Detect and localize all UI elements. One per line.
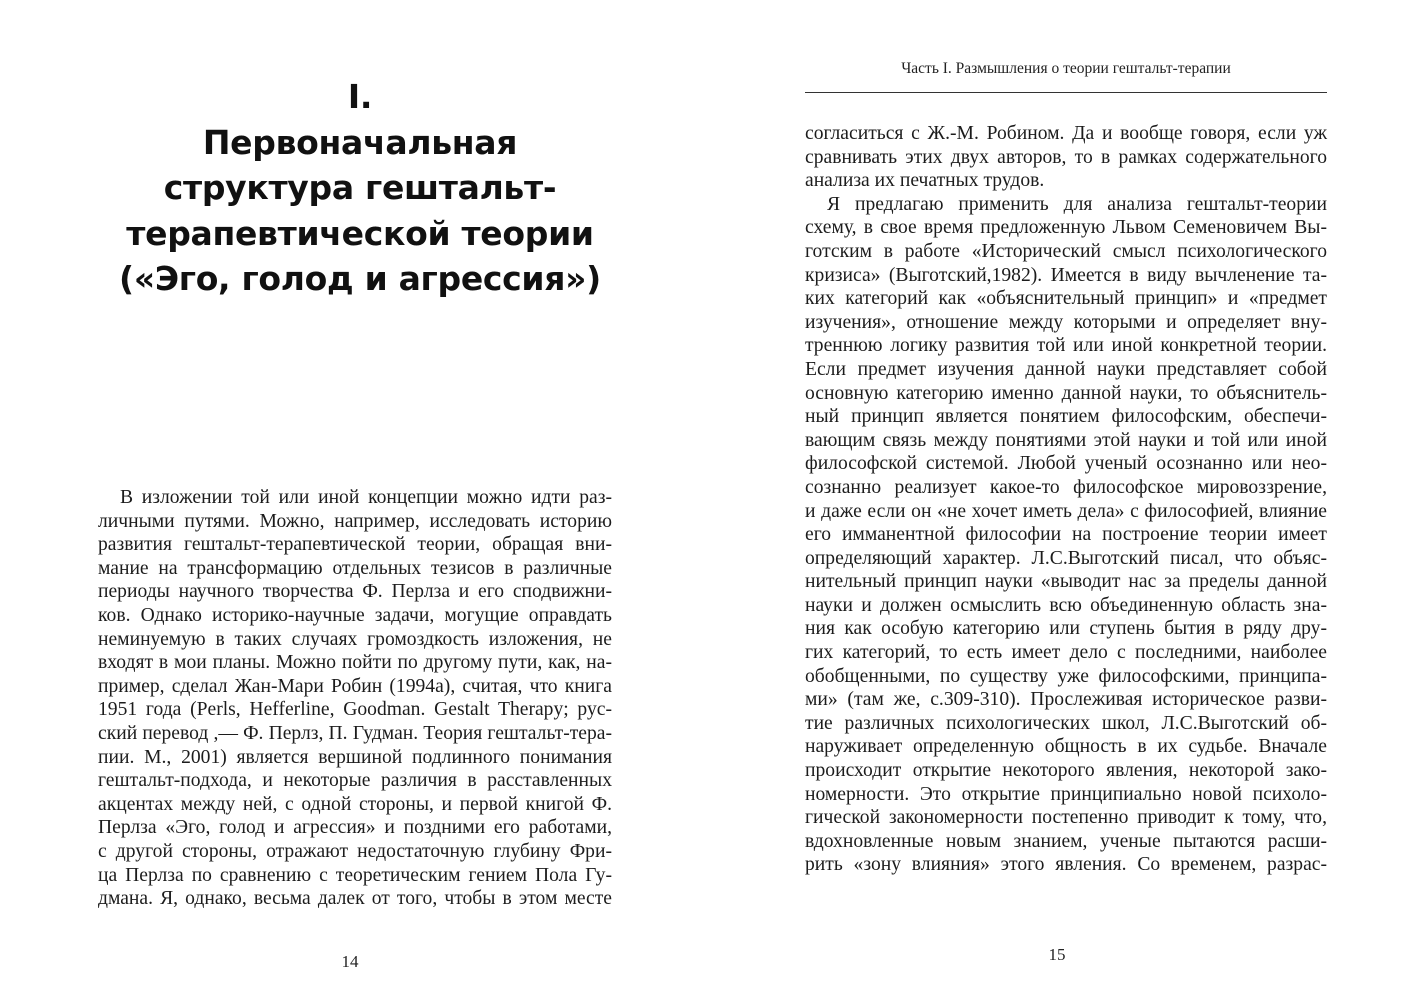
text-line: ния как особую категорию или ступень бытия в ряду дру- — [805, 618, 1327, 640]
chapter-title-line: Первоначальная — [202, 122, 518, 162]
text-line: сравнивать этих двух авторов, то в рамках содержательного — [805, 146, 1327, 168]
text-line: неминуемую в таких случаях громоздкость изложения, не — [98, 628, 612, 650]
text-line: Если предмет изучения данной науки представляет собой — [805, 358, 1327, 380]
text-line: ный принцип является понятием философским, обеспечи- — [805, 406, 1327, 428]
text-line: гической закономерности постепенно приводит к тому, что, — [805, 807, 1327, 829]
chapter-number: I. — [347, 77, 373, 116]
text-line: кризиса» (Выготский,1982). Имеется в виду вычленение та- — [805, 264, 1327, 286]
text-line: гештальт-подхода, и некоторые различия в расставленных — [98, 770, 612, 792]
text-line: вающим связь между понятиями этой науки и той или иной — [805, 429, 1327, 451]
text-line: личными путями. Можно, например, исследовать историю — [98, 510, 612, 532]
text-line: нительный принцип науки «выводит нас за пределы данной — [805, 571, 1327, 593]
right-page — [707, 0, 1414, 1000]
text-line: ков. Однако историко-научные задачи, могущие оправдать — [98, 604, 612, 626]
text-line: периоды научного творчества Ф. Перлза и его сподвижни- — [98, 581, 612, 603]
text-line: сознанно реализует какое-то философское мировоззрение, — [805, 476, 1327, 498]
text-line: изучения», отношение между которыми и определяет вну- — [805, 311, 1327, 333]
page-number: 15 — [1048, 945, 1066, 964]
left-page-body — [98, 486, 612, 911]
text-line: Я предлагаю применить для анализа гештальт-теории — [827, 193, 1327, 215]
running-head: Часть I. Размышления о теории гештальт-терапии — [901, 60, 1231, 77]
text-line: происходит открытие некоторого явления, некоторой зако- — [805, 760, 1327, 782]
text-line: готским в работе «Исторический смысл психологического — [805, 240, 1327, 262]
text-line: 1951 года (Perls, Hefferline, Goodman. Gestalt Therapy; рус- — [98, 699, 612, 721]
text-line: ких категорий как «объяснительный принцип» и «предмет — [805, 288, 1327, 310]
text-line: мание на трансформацию отдельных тезисов в различные — [98, 557, 612, 579]
text-line: акцентах между ней, с одной стороны, и первой книгой Ф. — [98, 793, 612, 815]
text-line: входят в мои планы. Можно пойти по другому пути, как, на- — [98, 652, 612, 674]
chapter-title-line: терапевтической теории — [126, 213, 594, 253]
text-line: номерности. Это открытие принципиально новой психоло- — [805, 783, 1327, 805]
text-line: определяющий характер. Л.С.Выготский писал, что объяс- — [805, 547, 1327, 569]
header-rule — [805, 92, 1327, 93]
text-line: с другой стороны, отражают недостаточную глубину Фри- — [98, 840, 612, 862]
text-line: пример, сделал Жан-Мари Робин (1994а), считая, что книга — [98, 675, 612, 697]
text-line: наруживает определенную общность в их судьбе. Вначале — [805, 736, 1327, 758]
page-number: 14 — [341, 952, 359, 971]
text-line: В изложении той или иной концепции можно идти раз- — [120, 487, 612, 508]
text-line: его имманентной философии на построение теории имеет — [805, 524, 1327, 546]
text-line: основную категорию именно данной науки, то объяснитель- — [805, 382, 1327, 404]
right-page-body — [805, 122, 1327, 877]
chapter-title — [60, 74, 660, 302]
text-line: согласиться с Ж.-М. Робином. Да и вообще говоря, если уж — [805, 123, 1327, 144]
text-line: тие различных психологических школ, Л.С.Выготский об- — [805, 712, 1327, 734]
text-line: пии. М., 2001) является вершиной подлинного понимания — [98, 746, 612, 768]
text-line: треннюю логику развития той или иной конкретной теории. — [805, 335, 1327, 357]
text-line: философской системой. Любой ученый осознанно или нео- — [805, 453, 1327, 475]
chapter-title-line: структура гештальт- — [163, 168, 557, 207]
text-line: ми» (там же, с.309-310). Прослеживая историческое разви- — [805, 689, 1327, 711]
chapter-title-line: («Эго, голод и агрессия») — [119, 259, 601, 298]
text-line: схему, в свое время предложенную Львом Семеновичем Вы- — [805, 217, 1327, 239]
text-line: науки и должен осмыслить всю объединенную область зна- — [805, 594, 1327, 616]
text-line: гих категорий, то есть имеет дело с последними, наиболее — [805, 642, 1327, 664]
text-line: развития гештальт-терапевтической теории, обращая вни- — [98, 534, 612, 556]
text-line: дмана. Я, однако, весьма далек от того, чтобы в этом месте — [98, 888, 612, 910]
text-line: Перлза «Эго, голод и агрессия» и поздними его работами, — [98, 817, 612, 839]
text-line: обобщенными, по существу уже философскими, принципа- — [805, 665, 1327, 687]
text-line: рить «зону влияния» этого явления. Со временем, разрас- — [805, 854, 1327, 876]
text-line: и даже если он «не хочет иметь дела» с философией, влияние — [805, 500, 1327, 522]
text-line: ский перевод ,— Ф. Перлз, П. Гудман. Теория гештальт-тера- — [98, 722, 612, 744]
text-line: анализа их печатных трудов. — [805, 170, 1045, 192]
text-line: ца Перлза по сравнению с теоретическим гением Пола Гу- — [98, 864, 612, 886]
text-line: вдохновленные новым знанием, ученые пытаются расши- — [805, 830, 1327, 852]
